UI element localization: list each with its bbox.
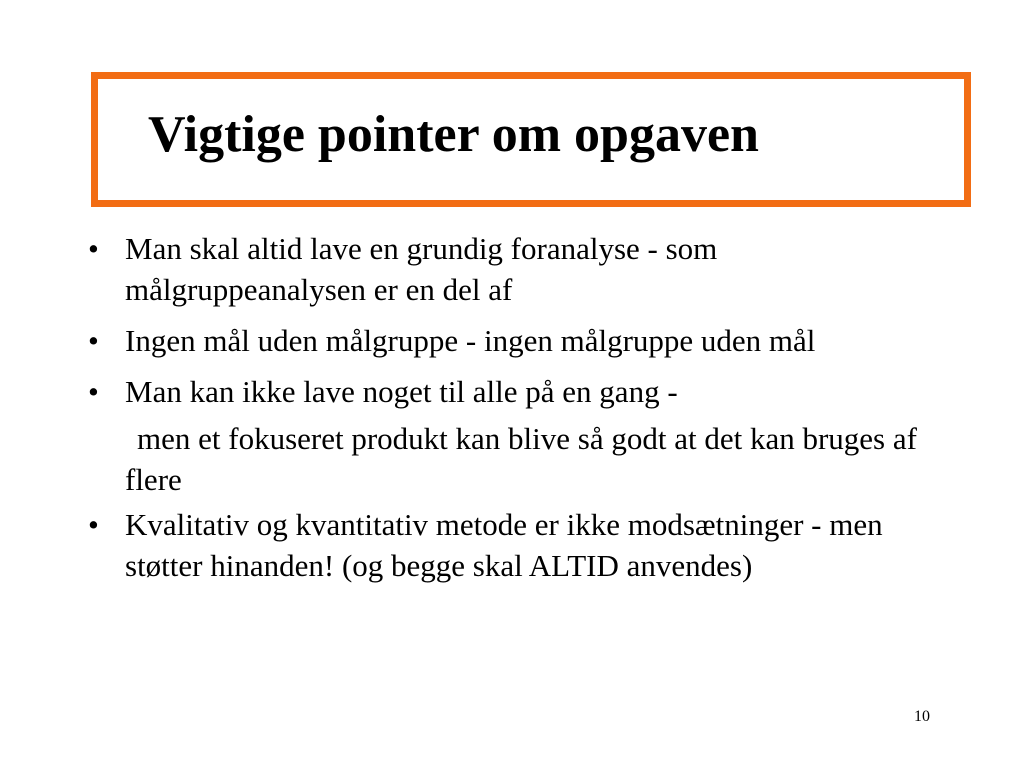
- title-box: [91, 72, 971, 207]
- bullet-item-2: [88, 320, 948, 361]
- bullet-text-1: Man skal altid lave en grundig foranalyse - som målgruppeanalysen er en del af: [125, 231, 718, 307]
- bullet-symbol: •: [88, 231, 99, 266]
- bullet-text-3: Man kan ikke lave noget til alle på en gang -: [125, 374, 678, 409]
- bullet-item-1: [88, 228, 948, 310]
- bullet-symbol: •: [88, 374, 99, 409]
- bullet-item-4: [88, 504, 948, 586]
- bullet-symbol: •: [88, 323, 99, 358]
- bullet-text-4: Kvalitativ og kvantitativ metode er ikke modsætninger - men støtter hinanden! (og begge skal ALTID anvendes): [125, 507, 883, 583]
- bullet-item-3: [88, 371, 948, 412]
- bullet-text-2: Ingen mål uden målgruppe - ingen målgruppe uden mål: [125, 323, 816, 358]
- page-number: 10: [914, 708, 930, 725]
- bullet-continuation: [88, 418, 948, 500]
- bullet-symbol: •: [88, 507, 99, 542]
- bullet-list: [88, 228, 948, 596]
- continuation-text: men et fokuseret produkt kan blive så godt at det kan bruges af flere: [125, 421, 917, 497]
- slide-title: Vigtige pointer om opgaven: [148, 106, 759, 163]
